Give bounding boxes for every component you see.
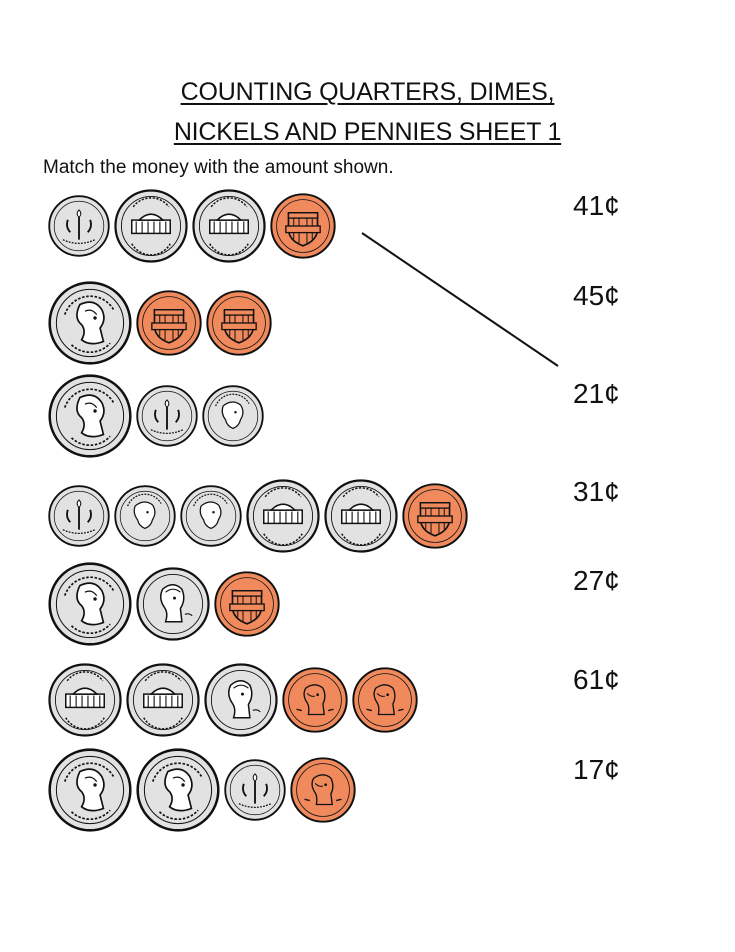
penny-shield-coin-icon [402, 483, 468, 549]
penny-shield-coin-icon [206, 290, 272, 356]
penny-shield-coin-icon [136, 290, 202, 356]
amount-label[interactable]: 17¢ [573, 754, 620, 785]
penny-front-coin-icon [290, 757, 356, 823]
nickel-back-coin-icon [126, 663, 200, 737]
dime-coin-icon [48, 195, 110, 257]
instructions: Match the money with the amount shown. [43, 157, 394, 178]
dime-front-coin-icon [202, 385, 264, 447]
dime-coin-icon [136, 385, 198, 447]
dime-coin-icon [48, 485, 110, 547]
quarter-coin-icon [48, 748, 132, 832]
quarter-coin-icon [136, 748, 220, 832]
penny-shield-coin-icon [214, 571, 280, 637]
dime-front-coin-icon [114, 485, 176, 547]
amount-label[interactable]: 21¢ [573, 378, 620, 409]
amount-label[interactable]: 61¢ [573, 664, 620, 695]
dime-front-coin-icon [180, 485, 242, 547]
dime-coin-icon [224, 759, 286, 821]
nickel-front-coin-icon [204, 663, 278, 737]
amount-label[interactable]: 27¢ [573, 565, 620, 596]
amount-label[interactable]: 41¢ [573, 190, 620, 221]
penny-front-coin-icon [282, 667, 348, 733]
amount-label[interactable]: 45¢ [573, 280, 620, 311]
title-line-2: NICKELS AND PENNIES SHEET 1 [173, 118, 562, 146]
quarter-coin-icon [48, 281, 132, 365]
nickel-back-coin-icon [246, 479, 320, 553]
penny-front-coin-icon [352, 667, 418, 733]
quarter-coin-icon [48, 562, 132, 646]
quarter-coin-icon [48, 374, 132, 458]
nickel-front-coin-icon [136, 567, 210, 641]
nickel-back-coin-icon [114, 189, 188, 263]
amount-label[interactable]: 31¢ [573, 476, 620, 507]
nickel-back-coin-icon [192, 189, 266, 263]
title-line-1: COUNTING QUARTERS, DIMES, [180, 78, 555, 106]
nickel-back-coin-icon [48, 663, 122, 737]
penny-shield-coin-icon [270, 193, 336, 259]
nickel-back-coin-icon [324, 479, 398, 553]
